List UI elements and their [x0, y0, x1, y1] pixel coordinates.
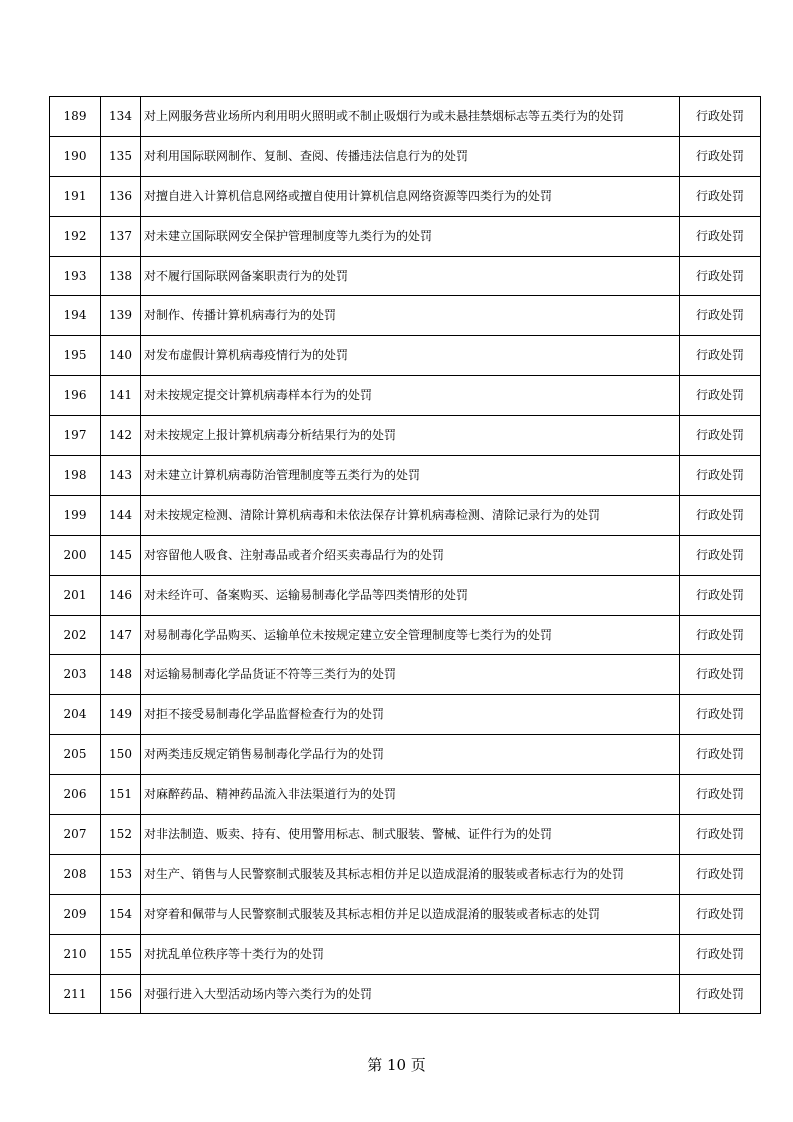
row-index-cell: 189	[50, 97, 101, 137]
item-name-cell: 对穿着和佩带与人民警察制式服装及其标志相仿并足以造成混淆的服装或者标志的处罚	[141, 894, 680, 934]
sub-index-cell: 141	[101, 376, 141, 416]
table-row	[50, 535, 761, 575]
row-index-cell: 203	[50, 655, 101, 695]
power-type-cell: 行政处罚	[680, 456, 761, 496]
table-row	[50, 854, 761, 894]
power-type-cell: 行政处罚	[680, 775, 761, 815]
table-row	[50, 376, 761, 416]
row-index-cell: 211	[50, 974, 101, 1014]
sub-index-cell: 151	[101, 775, 141, 815]
table-row	[50, 775, 761, 815]
row-index-cell: 206	[50, 775, 101, 815]
power-type-cell: 行政处罚	[680, 176, 761, 216]
item-name-cell: 对不履行国际联网备案职责行为的处罚	[141, 256, 680, 296]
row-index-cell: 195	[50, 336, 101, 376]
sub-index-cell: 147	[101, 615, 141, 655]
sub-index-cell: 143	[101, 456, 141, 496]
sub-index-cell: 145	[101, 535, 141, 575]
power-type-cell: 行政处罚	[680, 296, 761, 336]
sub-index-cell: 137	[101, 216, 141, 256]
item-name-cell: 对非法制造、贩卖、持有、使用警用标志、制式服装、警械、证件行为的处罚	[141, 815, 680, 855]
power-type-cell: 行政处罚	[680, 416, 761, 456]
item-name-cell: 对扰乱单位秩序等十类行为的处罚	[141, 934, 680, 974]
power-type-cell: 行政处罚	[680, 854, 761, 894]
item-name-cell: 对易制毒化学品购买、运输单位未按规定建立安全管理制度等七类行为的处罚	[141, 615, 680, 655]
row-index-cell: 197	[50, 416, 101, 456]
power-type-cell: 行政处罚	[680, 376, 761, 416]
row-index-cell: 191	[50, 176, 101, 216]
sub-index-cell: 152	[101, 815, 141, 855]
item-name-cell: 对麻醉药品、精神药品流入非法渠道行为的处罚	[141, 775, 680, 815]
item-name-cell: 对强行进入大型活动场内等六类行为的处罚	[141, 974, 680, 1014]
row-index-cell: 208	[50, 854, 101, 894]
row-index-cell: 204	[50, 695, 101, 735]
table-row	[50, 216, 761, 256]
power-type-cell: 行政处罚	[680, 216, 761, 256]
item-name-cell: 对未按规定提交计算机病毒样本行为的处罚	[141, 376, 680, 416]
row-index-cell: 192	[50, 216, 101, 256]
power-type-cell: 行政处罚	[680, 575, 761, 615]
sub-index-cell: 149	[101, 695, 141, 735]
item-name-cell: 对未经许可、备案购买、运输易制毒化学品等四类情形的处罚	[141, 575, 680, 615]
sub-index-cell: 138	[101, 256, 141, 296]
row-index-cell: 200	[50, 535, 101, 575]
power-type-cell: 行政处罚	[680, 97, 761, 137]
row-index-cell: 196	[50, 376, 101, 416]
power-type-cell: 行政处罚	[680, 934, 761, 974]
row-index-cell: 209	[50, 894, 101, 934]
power-type-cell: 行政处罚	[680, 894, 761, 934]
sub-index-cell: 139	[101, 296, 141, 336]
item-name-cell: 对未建立计算机病毒防治管理制度等五类行为的处罚	[141, 456, 680, 496]
page-number: 第 10 页	[367, 1056, 426, 1074]
table-row	[50, 695, 761, 735]
item-name-cell: 对上网服务营业场所内利用明火照明或不制止吸烟行为或未悬挂禁烟标志等五类行为的处罚	[141, 97, 680, 137]
row-index-cell: 190	[50, 136, 101, 176]
table-row	[50, 934, 761, 974]
item-name-cell: 对利用国际联网制作、复制、查阅、传播违法信息行为的处罚	[141, 136, 680, 176]
power-type-cell: 行政处罚	[680, 974, 761, 1014]
power-type-cell: 行政处罚	[680, 695, 761, 735]
power-type-cell: 行政处罚	[680, 495, 761, 535]
table-row	[50, 336, 761, 376]
power-type-cell: 行政处罚	[680, 655, 761, 695]
power-type-cell: 行政处罚	[680, 256, 761, 296]
table-row	[50, 815, 761, 855]
sub-index-cell: 150	[101, 735, 141, 775]
table-row	[50, 416, 761, 456]
row-index-cell: 198	[50, 456, 101, 496]
power-list-table	[49, 96, 761, 1014]
sub-index-cell: 148	[101, 655, 141, 695]
table-row	[50, 615, 761, 655]
row-index-cell: 201	[50, 575, 101, 615]
item-name-cell: 对未建立国际联网安全保护管理制度等九类行为的处罚	[141, 216, 680, 256]
table-body	[50, 97, 761, 1014]
sub-index-cell: 154	[101, 894, 141, 934]
sub-index-cell: 142	[101, 416, 141, 456]
sub-index-cell: 156	[101, 974, 141, 1014]
power-type-cell: 行政处罚	[680, 735, 761, 775]
sub-index-cell: 136	[101, 176, 141, 216]
power-type-cell: 行政处罚	[680, 815, 761, 855]
table-row	[50, 735, 761, 775]
table-row	[50, 296, 761, 336]
item-name-cell: 对发布虚假计算机病毒疫情行为的处罚	[141, 336, 680, 376]
sub-index-cell: 135	[101, 136, 141, 176]
item-name-cell: 对两类违反规定销售易制毒化学品行为的处罚	[141, 735, 680, 775]
table-row	[50, 575, 761, 615]
power-type-cell: 行政处罚	[680, 615, 761, 655]
item-name-cell: 对生产、销售与人民警察制式服装及其标志相仿并足以造成混淆的服装或者标志行为的处罚	[141, 854, 680, 894]
table-row	[50, 136, 761, 176]
sub-index-cell: 140	[101, 336, 141, 376]
sub-index-cell: 155	[101, 934, 141, 974]
sub-index-cell: 144	[101, 495, 141, 535]
table-row	[50, 456, 761, 496]
table-row	[50, 894, 761, 934]
item-name-cell: 对拒不接受易制毒化学品监督检查行为的处罚	[141, 695, 680, 735]
power-type-cell: 行政处罚	[680, 136, 761, 176]
row-index-cell: 193	[50, 256, 101, 296]
row-index-cell: 205	[50, 735, 101, 775]
row-index-cell: 210	[50, 934, 101, 974]
row-index-cell: 202	[50, 615, 101, 655]
power-type-cell: 行政处罚	[680, 535, 761, 575]
item-name-cell: 对运输易制毒化学品货证不符等三类行为的处罚	[141, 655, 680, 695]
table-row	[50, 495, 761, 535]
item-name-cell: 对擅自进入计算机信息网络或擅自使用计算机信息网络资源等四类行为的处罚	[141, 176, 680, 216]
row-index-cell: 194	[50, 296, 101, 336]
table-row	[50, 176, 761, 216]
item-name-cell: 对容留他人吸食、注射毒品或者介绍买卖毒品行为的处罚	[141, 535, 680, 575]
item-name-cell: 对未按规定检测、清除计算机病毒和未依法保存计算机病毒检测、清除记录行为的处罚	[141, 495, 680, 535]
power-type-cell: 行政处罚	[680, 336, 761, 376]
table-row	[50, 974, 761, 1014]
sub-index-cell: 153	[101, 854, 141, 894]
row-index-cell: 207	[50, 815, 101, 855]
sub-index-cell: 134	[101, 97, 141, 137]
item-name-cell: 对制作、传播计算机病毒行为的处罚	[141, 296, 680, 336]
row-index-cell: 199	[50, 495, 101, 535]
table-row	[50, 256, 761, 296]
item-name-cell: 对未按规定上报计算机病毒分析结果行为的处罚	[141, 416, 680, 456]
sub-index-cell: 146	[101, 575, 141, 615]
table-row	[50, 97, 761, 137]
table-row	[50, 655, 761, 695]
